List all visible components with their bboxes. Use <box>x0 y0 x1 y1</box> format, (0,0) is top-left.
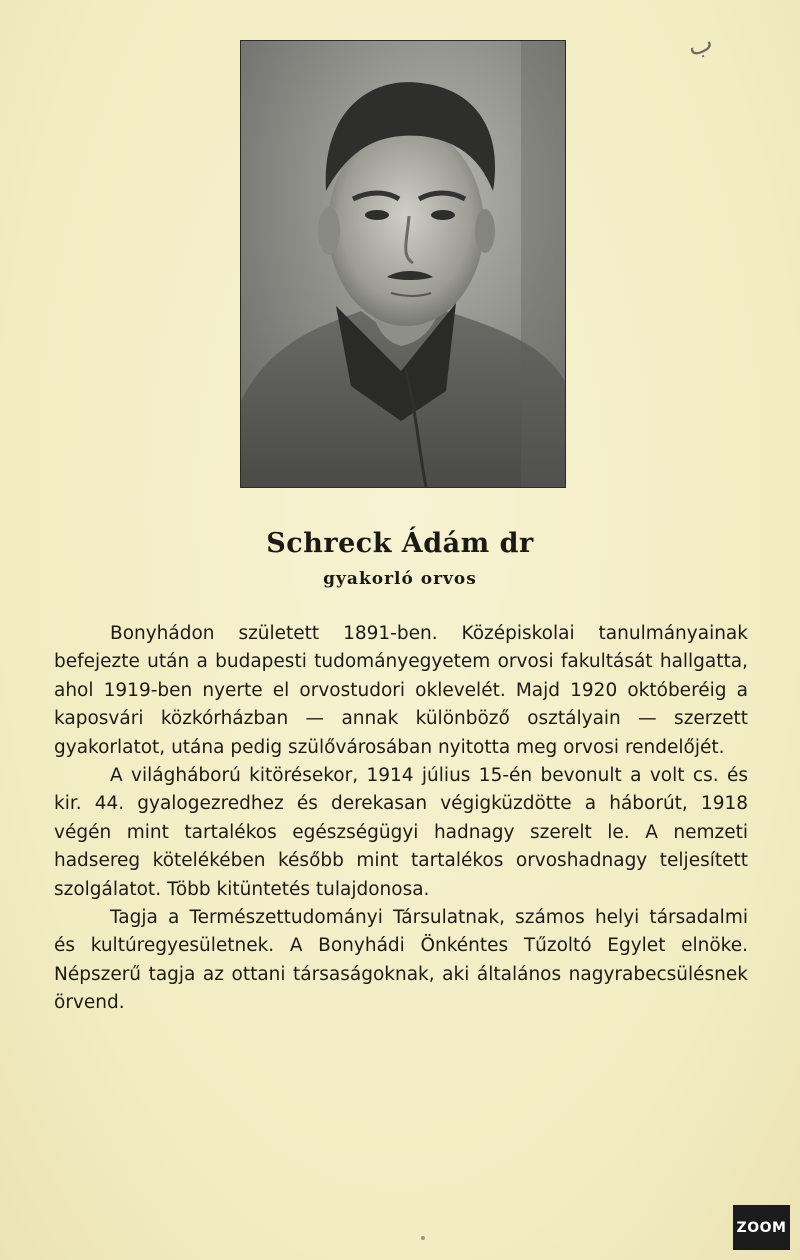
portrait-photo <box>240 40 566 488</box>
paragraph-memberships: Tagja a Természettudományi Társulatnak, számos helyi társadalmi és kultúregyesületnek. A Bonyhádi Önkéntes Tűzoltó Egylet elnöke. Népszerű tagja az ottani társaságoknak, aki általános nagyrabecsülésnek örvend. <box>54 907 748 1014</box>
pencil-mark: ب <box>683 26 717 64</box>
print-speck <box>421 1236 425 1240</box>
profession: gyakorló orvos <box>323 569 477 589</box>
paragraph-birth-education: Bonyhádon született 1891-ben. Középiskolai tanulmányainak befejezte után a budapesti tudományegyetem orvosi fakultását hallgatta, ahol 1919-ben nyerte el orvostudori oklevelét. Majd 1920 októberéig a kaposvári közkórházban — annak különböző osztályain — szerzett gyakorlatot, utána pedig szülővárosában nyitotta meg orvosi rendelőjét. <box>54 623 748 758</box>
portrait-illustration <box>241 41 565 487</box>
paragraph-military: A világháború kitörésekor, 1914 július 15-én bevonult a volt cs. és kir. 44. gyalogezredhez és derekasan végigküzdötte a háborút, 1918 végén mint tartalékos egészségügyi hadnagy szerelt le. A nemzeti hadsereg kötelékében később mint tartalékos orvoshadnagy teljesített szolgálatot. Több kitüntetés tulajdonosa. <box>54 765 748 900</box>
biography <box>54 620 748 1018</box>
zoom-logo[interactable]: ZOOM <box>733 1205 790 1250</box>
person-name: Schreck Ádám dr <box>266 528 534 559</box>
